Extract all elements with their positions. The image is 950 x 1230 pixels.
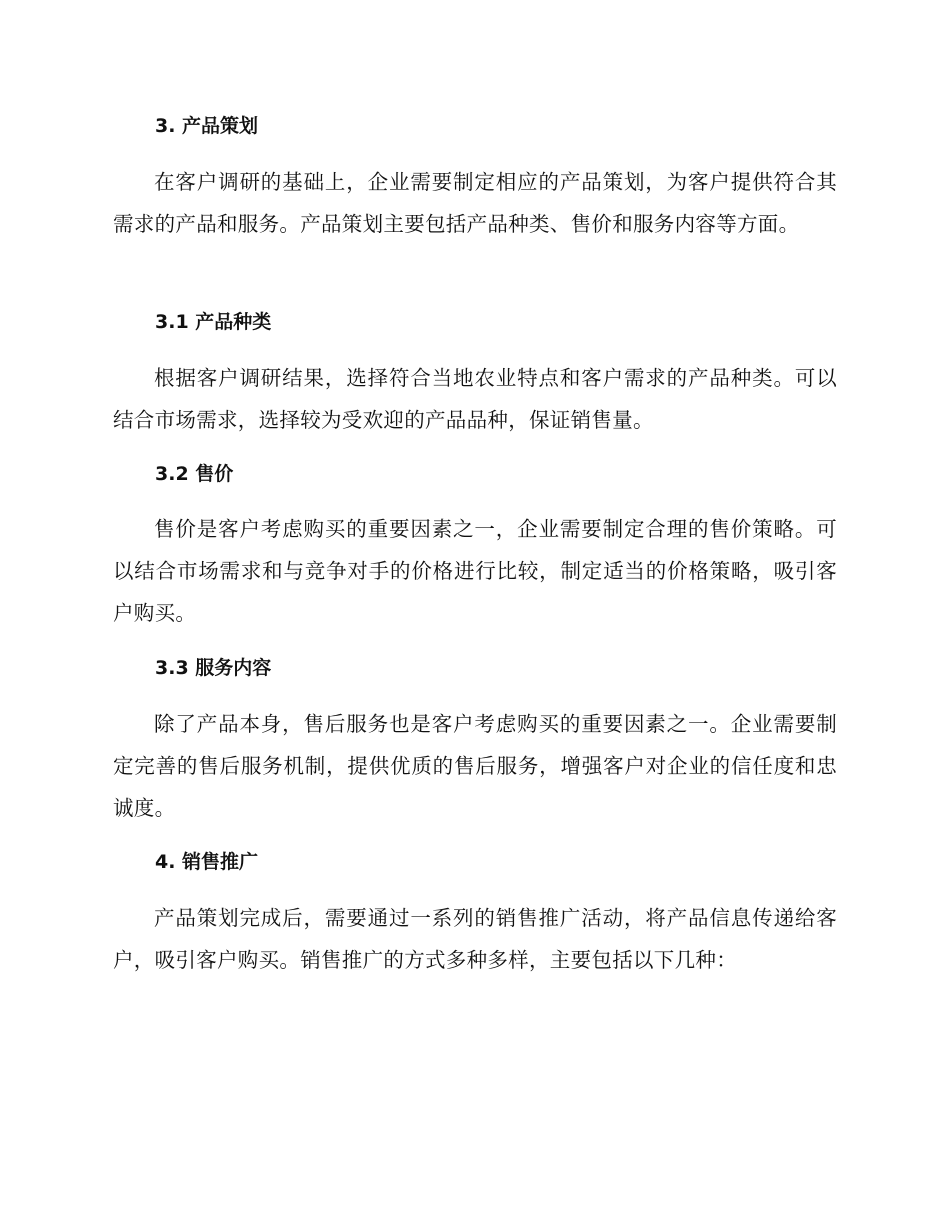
section-heading-3-3: 3.3 服务内容 <box>155 657 272 679</box>
section-heading-3-2: 3.2 售价 <box>155 463 234 485</box>
section-paragraph-4: 产品策划完成后，需要通过一系列的销售推广活动，将产品信息传递给客户，吸引客户购买。销售推广的方式多种多样，主要包括以下几种： <box>113 906 837 972</box>
section-paragraph-3: 在客户调研的基础上，企业需要制定相应的产品策划，为客户提供符合其需求的产品和服务。产品策划主要包括产品种类、售价和服务内容等方面。 <box>113 170 837 236</box>
section-heading-3: 3. 产品策划 <box>155 115 259 137</box>
section-paragraph-3-2: 售价是客户考虑购买的重要因素之一，企业需要制定合理的售价策略。可以结合市场需求和与竞争对手的价格进行比较，制定适当的价格策略，吸引客户购买。 <box>113 517 837 625</box>
section-paragraph-3-1: 根据客户调研结果，选择符合当地农业特点和客户需求的产品种类。可以结合市场需求，选择较为受欢迎的产品品种，保证销售量。 <box>113 366 837 432</box>
section-heading-4: 4. 销售推广 <box>155 851 259 873</box>
section-heading-3-1: 3.1 产品种类 <box>155 311 272 333</box>
section-paragraph-3-3: 除了产品本身，售后服务也是客户考虑购买的重要因素之一。企业需要制定完善的售后服务机制，提供优质的售后服务，增强客户对企业的信任度和忠诚度。 <box>113 712 837 820</box>
